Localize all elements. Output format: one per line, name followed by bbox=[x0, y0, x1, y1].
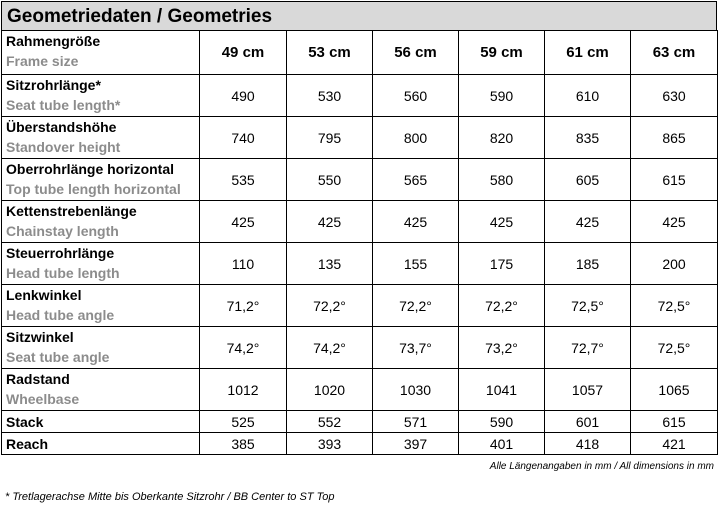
value-cell: 865 bbox=[631, 117, 718, 159]
row-label-cell bbox=[2, 243, 200, 285]
value-cell: 72,5° bbox=[631, 285, 718, 327]
row-label-de: Oberrohrlänge horizontal bbox=[6, 161, 175, 177]
size-header: 56 cm bbox=[373, 31, 459, 75]
row-label-de: Steuerrohrlänge bbox=[6, 245, 115, 261]
row-label-en: Seat tube length* bbox=[6, 97, 121, 113]
value-cell: 590 bbox=[459, 75, 545, 117]
value-cell: 1065 bbox=[631, 369, 718, 411]
table-row bbox=[2, 285, 718, 327]
value-cell: 605 bbox=[545, 159, 631, 201]
table-row bbox=[2, 369, 718, 411]
table-row bbox=[2, 327, 718, 369]
value-cell: 490 bbox=[200, 75, 287, 117]
row-label-en: Wheelbase bbox=[6, 391, 80, 407]
table-row bbox=[2, 117, 718, 159]
size-header: 49 cm bbox=[200, 31, 287, 75]
value-cell: 615 bbox=[631, 411, 718, 433]
geometry-table-body bbox=[2, 31, 718, 455]
value-cell: 1030 bbox=[373, 369, 459, 411]
row-label-de: Reach bbox=[6, 435, 49, 452]
value-cell: 155 bbox=[373, 243, 459, 285]
value-cell: 1057 bbox=[545, 369, 631, 411]
size-header: 63 cm bbox=[631, 31, 718, 75]
row-label-de: Radstand bbox=[6, 371, 70, 387]
row-label-en: Standover height bbox=[6, 139, 121, 155]
row-label-cell bbox=[2, 159, 200, 201]
value-cell: 72,5° bbox=[631, 327, 718, 369]
value-cell: 610 bbox=[545, 75, 631, 117]
geometry-table bbox=[1, 30, 718, 455]
value-cell: 425 bbox=[287, 201, 373, 243]
value-cell: 72,2° bbox=[287, 285, 373, 327]
row-label-cell bbox=[2, 433, 200, 455]
value-cell: 72,2° bbox=[459, 285, 545, 327]
value-cell: 385 bbox=[200, 433, 287, 455]
table-title-bar bbox=[1, 1, 717, 31]
value-cell: 615 bbox=[631, 159, 718, 201]
value-cell: 601 bbox=[545, 411, 631, 433]
row-label-en: Seat tube angle bbox=[6, 349, 110, 365]
value-cell: 820 bbox=[459, 117, 545, 159]
value-cell: 200 bbox=[631, 243, 718, 285]
value-cell: 418 bbox=[545, 433, 631, 455]
row-label-cell bbox=[2, 201, 200, 243]
value-cell: 72,2° bbox=[373, 285, 459, 327]
frame-size-label-en: Frame size bbox=[6, 53, 79, 69]
value-cell: 630 bbox=[631, 75, 718, 117]
units-note: Alle Längenangaben in mm / All dimensions in mm bbox=[489, 461, 714, 472]
value-cell: 74,2° bbox=[287, 327, 373, 369]
value-cell: 1020 bbox=[287, 369, 373, 411]
row-label-en: Top tube length horizontal bbox=[6, 181, 181, 197]
row-label-de: Lenkwinkel bbox=[6, 287, 82, 303]
size-header: 59 cm bbox=[459, 31, 545, 75]
value-cell: 135 bbox=[287, 243, 373, 285]
row-label-de: Kettenstrebenlänge bbox=[6, 203, 137, 219]
value-cell: 571 bbox=[373, 411, 459, 433]
row-label-cell bbox=[2, 75, 200, 117]
value-cell: 835 bbox=[545, 117, 631, 159]
table-row bbox=[2, 159, 718, 201]
value-cell: 72,5° bbox=[545, 285, 631, 327]
table-row bbox=[2, 75, 718, 117]
value-cell: 550 bbox=[287, 159, 373, 201]
row-label-cell bbox=[2, 327, 200, 369]
value-cell: 397 bbox=[373, 433, 459, 455]
row-label-cell bbox=[2, 411, 200, 433]
table-row bbox=[2, 411, 718, 433]
row-label-de: Sitzrohrlänge* bbox=[6, 77, 101, 93]
table-title: Geometriedaten / Geometries bbox=[7, 6, 273, 27]
value-cell: 73,2° bbox=[459, 327, 545, 369]
table-row bbox=[2, 243, 718, 285]
value-cell: 425 bbox=[459, 201, 545, 243]
value-cell: 580 bbox=[459, 159, 545, 201]
value-cell: 421 bbox=[631, 433, 718, 455]
value-cell: 525 bbox=[200, 411, 287, 433]
row-label-en: Head tube angle bbox=[6, 307, 115, 323]
size-header: 61 cm bbox=[545, 31, 631, 75]
table-row bbox=[2, 433, 718, 455]
value-cell: 71,2° bbox=[200, 285, 287, 327]
value-cell: 740 bbox=[200, 117, 287, 159]
value-cell: 110 bbox=[200, 243, 287, 285]
value-cell: 74,2° bbox=[200, 327, 287, 369]
size-header: 53 cm bbox=[287, 31, 373, 75]
value-cell: 425 bbox=[200, 201, 287, 243]
value-cell: 1012 bbox=[200, 369, 287, 411]
value-cell: 1041 bbox=[459, 369, 545, 411]
row-label-cell bbox=[2, 285, 200, 327]
row-label-de: Stack bbox=[6, 413, 44, 430]
value-cell: 72,7° bbox=[545, 327, 631, 369]
table-row bbox=[2, 201, 718, 243]
frame-size-label-de: Rahmengröße bbox=[6, 33, 101, 49]
value-cell: 73,7° bbox=[373, 327, 459, 369]
value-cell: 425 bbox=[631, 201, 718, 243]
value-cell: 800 bbox=[373, 117, 459, 159]
value-cell: 590 bbox=[459, 411, 545, 433]
value-cell: 565 bbox=[373, 159, 459, 201]
value-cell: 530 bbox=[287, 75, 373, 117]
value-cell: 795 bbox=[287, 117, 373, 159]
row-label-de: Überstandshöhe bbox=[6, 119, 117, 135]
value-cell: 185 bbox=[545, 243, 631, 285]
value-cell: 175 bbox=[459, 243, 545, 285]
value-cell: 535 bbox=[200, 159, 287, 201]
header-row bbox=[2, 31, 718, 75]
footnote: * Tretlagerachse Mitte bis Oberkante Sitzrohr / BB Center to ST Top bbox=[5, 491, 335, 503]
row-label-de: Sitzwinkel bbox=[6, 329, 74, 345]
value-cell: 425 bbox=[373, 201, 459, 243]
value-cell: 393 bbox=[287, 433, 373, 455]
value-cell: 552 bbox=[287, 411, 373, 433]
frame-size-label-cell bbox=[2, 31, 200, 75]
value-cell: 425 bbox=[545, 201, 631, 243]
row-label-cell bbox=[2, 369, 200, 411]
row-label-en: Chainstay length bbox=[6, 223, 119, 239]
row-label-cell bbox=[2, 117, 200, 159]
row-label-en: Head tube length bbox=[6, 265, 120, 281]
value-cell: 401 bbox=[459, 433, 545, 455]
value-cell: 560 bbox=[373, 75, 459, 117]
